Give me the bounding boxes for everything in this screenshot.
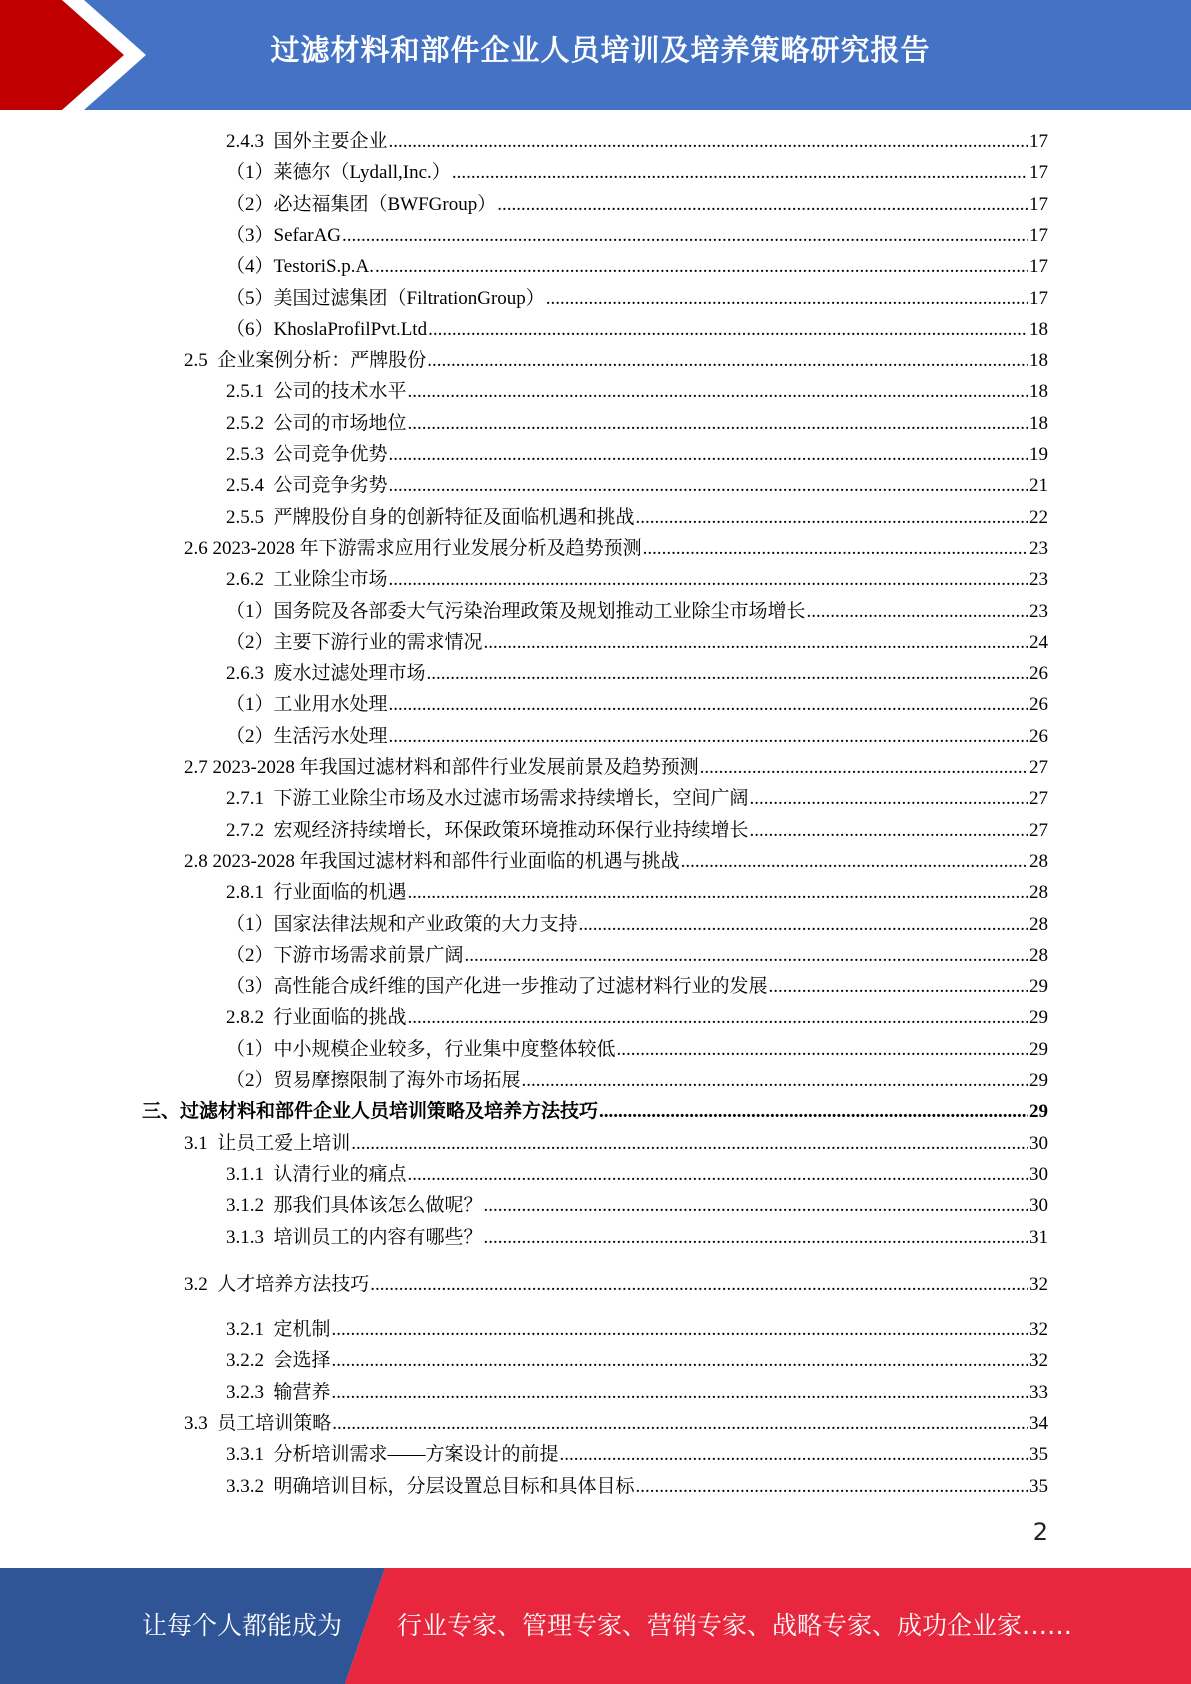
toc-dot-leader [389,131,1028,153]
toc-entry-page: 31 [1029,1226,1048,1248]
toc-entry[interactable] [226,658,1048,689]
page-number: 2 [1032,1518,1048,1546]
toc-dot-leader [750,820,1028,842]
toc-entry-title: （1）莱德尔（Lydall,Inc.） [226,162,451,184]
toc-entry[interactable] [226,909,1048,940]
toc-entry-page: 23 [1029,537,1048,559]
toc-entry[interactable] [226,376,1048,407]
toc-entry-title: 2.5 企业案例分析：严牌股份 [184,350,427,372]
toc-entry-title: （3）高性能合成纤维的国产化进一步推动了过滤材料行业的发展 [226,976,768,998]
toc-entry[interactable] [226,1159,1048,1190]
toc-entry-page: 28 [1029,882,1048,904]
toc-dot-leader [522,1070,1028,1092]
toc-entry[interactable] [142,1096,1048,1127]
toc-dot-leader [599,1101,1028,1123]
toc-dot-leader [408,413,1028,435]
toc-entry-page: 30 [1029,1132,1048,1154]
toc-entry-title: 三、过滤材料和部件企业人员培训策略及培养方法技巧 [142,1101,599,1123]
toc-entry-title: 2.5.1 公司的技术水平 [226,381,407,403]
toc-dot-leader [700,757,1028,779]
toc-entry-page: 22 [1029,506,1048,528]
toc-dot-leader [484,1195,1028,1217]
toc-entry-title: 3.1 让员工爱上培训 [184,1132,351,1154]
toc-entry-title: 2.8 2023-2028 年我国过滤材料和部件行业面临的机遇与挑战 [184,850,680,872]
toc-entry-page: 18 [1029,350,1048,372]
toc-entry-page: 33 [1029,1381,1048,1403]
toc-entry-page: 17 [1029,193,1048,215]
toc-entry-page: 28 [1029,913,1048,935]
footer-slogan-right: 行业专家、管理专家、营销专家、战略专家、成功企业家…… [397,1611,1073,1640]
toc-entry-page: 26 [1029,663,1048,685]
toc-entry-page: 21 [1029,475,1048,497]
toc-entry-title: （3）SefarAG [226,224,342,246]
toc-dot-leader [428,319,1028,341]
toc-dot-leader [408,1007,1028,1029]
toc-entry-title: 2.6.3 废水过滤处理市场 [226,663,426,685]
toc-entry-title: （2）贸易摩擦限制了海外市场拓展 [226,1070,521,1091]
toc-entry-title: 3.1.1 认清行业的痛点 [226,1163,407,1185]
toc-entry[interactable] [226,1439,1048,1470]
toc-dot-leader [750,788,1028,810]
toc-dot-leader [389,726,1028,748]
toc-entry-title: 3.1.2 那我们具体该怎么做呢？ [226,1195,483,1217]
toc-entry-page: 23 [1029,569,1048,591]
toc-entry-title: （2）必达福集团（BWFGroup） [226,193,497,215]
toc-entry-page: 27 [1029,819,1048,841]
toc-entry-page: 30 [1029,1163,1048,1185]
toc-dot-leader [332,1413,1028,1435]
toc-dot-leader [427,663,1028,685]
toc-entry-page: 35 [1029,1475,1048,1497]
toc-entry[interactable] [184,1128,1048,1159]
toc-entry-page: 30 [1029,1195,1048,1217]
toc-dot-leader [332,1319,1028,1341]
toc-entry[interactable] [226,1471,1048,1502]
toc-dot-leader [769,976,1028,998]
toc-entry[interactable] [226,1190,1048,1221]
toc-dot-leader [807,601,1028,623]
toc-entry[interactable] [226,408,1048,439]
toc-entry-page: 28 [1029,850,1048,872]
toc-entry-title: 2.7.2 宏观经济持续增长，环保政策环境推动环保行业持续增长 [226,819,749,841]
toc-entry[interactable] [226,1222,1048,1253]
page-header [0,0,1191,110]
toc-entry[interactable] [226,220,1048,251]
toc-entry[interactable] [226,596,1048,627]
toc-entry-title: 3.2.3 输营养 [226,1381,331,1403]
toc-entry[interactable] [226,1065,1048,1096]
toc-entry-page: 29 [1029,1007,1048,1029]
toc-entry-page: 32 [1029,1350,1048,1372]
toc-dot-leader [465,945,1028,967]
toc-dot-leader [560,1444,1028,1466]
toc-entry-title: （1）工业用水处理 [226,694,388,716]
toc-entry-page: 29 [1029,1101,1048,1123]
toc-entry[interactable] [184,752,1048,783]
toc-entry[interactable] [226,815,1048,846]
toc-entry-title: 3.3.1 分析培训需求——方案设计的前提 [226,1444,559,1466]
toc-entry-page: 18 [1029,381,1048,403]
toc-entry-title: 3.2.2 会选择 [226,1350,331,1372]
toc-entry-page: 17 [1029,224,1048,246]
toc-entry-title: 2.5.4 公司竞争劣势 [226,475,388,497]
toc-dot-leader [643,538,1028,560]
toc-entry-title: 2.7 2023-2028 年我国过滤材料和部件行业发展前景及趋势预测 [184,757,699,778]
toc-entry-page: 24 [1029,631,1048,653]
toc-entry-title: （1）中小规模企业较多，行业集中度整体较低 [226,1038,616,1060]
toc-entry-title: 3.3 员工培训策略 [184,1413,332,1434]
page-footer [0,1568,1191,1684]
toc-dot-leader [408,1164,1028,1186]
toc-entry[interactable] [226,1314,1048,1345]
toc-dot-leader [351,1133,1028,1155]
toc-entry[interactable] [184,345,1048,376]
toc-dot-leader [681,851,1028,873]
toc-entry-title: （2）主要下游行业的需求情况 [226,631,483,653]
toc-entry[interactable] [184,846,1048,877]
toc-entry-title: （5）美国过滤集团（FiltrationGroup） [226,287,545,309]
toc-entry-title: （1）国务院及各部委大气污染治理政策及规划推动工业除尘市场增长 [226,600,806,622]
toc-entry[interactable] [226,251,1048,282]
toc-entry-page: 26 [1029,725,1048,747]
toc-dot-leader [427,350,1028,372]
toc-entry-page: 29 [1029,976,1048,998]
toc-entry-page: 17 [1029,287,1048,309]
toc-dot-leader [389,475,1028,497]
toc-entry-title: 2.4.3 国外主要企业 [226,131,388,152]
toc-dot-leader [389,569,1028,591]
toc-entry[interactable] [226,1345,1048,1376]
toc-entry-page: 23 [1029,600,1048,622]
footer-slogan-left: 让每个人都能成为 [142,1611,343,1640]
toc-entry[interactable] [226,314,1048,345]
toc-dot-leader [342,225,1028,247]
toc-entry[interactable] [184,1408,1048,1439]
toc-entry-title: 2.6.2 工业除尘市场 [226,569,388,591]
toc-entry[interactable] [226,877,1048,908]
toc-entry-page: 26 [1029,694,1048,716]
toc-entry-title: 2.8.1 行业面临的机遇 [226,882,407,904]
toc-entry[interactable] [226,157,1048,188]
toc-dot-leader [484,1227,1028,1249]
toc-entry-page: 27 [1029,788,1048,810]
toc-dot-leader [389,694,1028,716]
toc-dot-leader [636,507,1028,529]
toc-entry[interactable] [184,533,1048,564]
toc-entry[interactable] [226,971,1048,1002]
toc-entry-title: 2.5.3 公司竞争优势 [226,444,388,465]
toc-dot-leader [636,1476,1028,1498]
toc-dot-leader [497,194,1028,216]
toc-dot-leader [579,914,1028,936]
toc-entry[interactable] [226,564,1048,595]
toc-dot-leader [332,1350,1028,1372]
toc-entry-title: （1）国家法律法规和产业政策的大力支持 [226,913,578,935]
toc-entry-title: 2.5.2 公司的市场地位 [226,412,407,434]
toc-entry[interactable] [184,1269,1048,1300]
toc-entry-page: 27 [1029,757,1048,778]
toc-entry[interactable] [226,126,1048,157]
toc-dot-leader [375,256,1028,278]
toc-entry-page: 34 [1029,1413,1048,1434]
toc-dot-leader [370,1274,1028,1296]
toc-entry-page: 17 [1029,256,1048,278]
toc-entry[interactable] [226,1377,1048,1408]
toc-entry-page: 29 [1029,1038,1048,1060]
toc-entry-title: （2）下游市场需求前景广阔 [226,944,464,966]
toc-entry-page: 17 [1029,131,1048,152]
toc-dot-leader [332,1382,1028,1404]
toc-entry[interactable] [226,689,1048,720]
toc-entry[interactable] [226,940,1048,971]
toc-dot-leader [408,882,1028,904]
toc-entry-page: 32 [1029,1319,1048,1341]
toc-entry[interactable] [226,1002,1048,1033]
toc-entry-title: 3.2 人才培养方法技巧 [184,1273,370,1295]
toc-entry-page: 18 [1029,318,1048,340]
toc-entry[interactable] [226,439,1048,470]
toc-entry-title: （4）TestoriS.p.A. [226,256,375,278]
toc-entry[interactable] [226,783,1048,814]
toc-entry-title: 3.3.2 明确培训目标，分层设置总目标和具体目标 [226,1475,635,1497]
toc-entry-page: 17 [1029,162,1048,184]
toc-dot-leader [408,381,1028,403]
toc-entry-page: 29 [1029,1070,1048,1091]
toc-entry-title: （6）KhoslaProfilPvt.Ltd [226,318,428,340]
toc-entry-title: 2.6 2023-2028 年下游需求应用行业发展分析及趋势预测 [184,537,642,559]
toc-entry-page: 18 [1029,412,1048,434]
toc-dot-leader [484,632,1028,654]
toc-entry-title: 2.5.5 严牌股份自身的创新特征及面临机遇和挑战 [226,506,635,528]
toc-dot-leader [389,444,1028,466]
toc-entry-page: 32 [1029,1273,1048,1295]
toc-entry[interactable] [226,502,1048,533]
toc-entry[interactable] [226,283,1048,314]
toc-entry[interactable] [226,721,1048,752]
toc-entry[interactable] [226,189,1048,220]
toc-entry[interactable] [226,1034,1048,1065]
toc-entry-page: 28 [1029,944,1048,966]
toc-entry-title: 3.2.1 定机制 [226,1319,331,1341]
toc-dot-leader [617,1039,1028,1061]
toc-entry-title: 2.8.2 行业面临的挑战 [226,1007,407,1029]
toc-entry-title: （2）生活污水处理 [226,725,388,747]
toc-entry[interactable] [226,627,1048,658]
toc-dot-leader [452,162,1028,184]
toc-entry-title: 3.1.3 培训员工的内容有哪些？ [226,1226,483,1248]
toc-entry-page: 35 [1029,1444,1048,1466]
toc-entry-title: 2.7.1 下游工业除尘市场及水过滤市场需求持续增长，空间广阔 [226,788,749,810]
toc-entry[interactable] [226,470,1048,501]
toc-entry-page: 19 [1029,444,1048,465]
report-title: 过滤材料和部件企业人员培训及培养策略研究报告 [270,33,931,67]
toc-dot-leader [546,288,1028,310]
